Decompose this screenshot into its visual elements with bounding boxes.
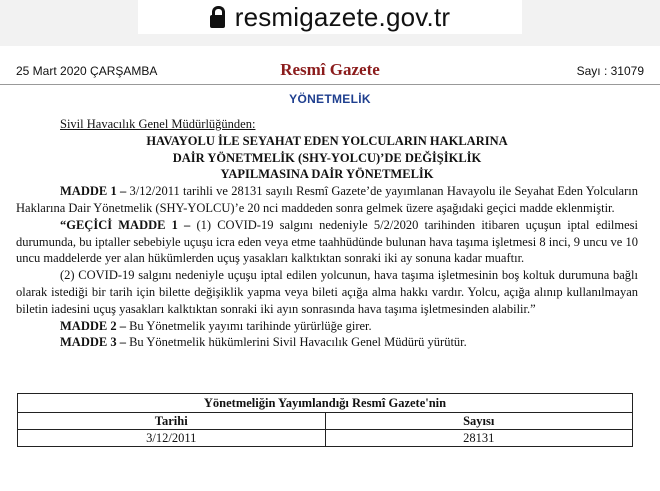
provisional-article-paragraph-2: (2) COVID-19 salgını nedeniyle uçuşu iptal edilen yolcunun, hava taşıma işletmesinin boş koltuk durumuna bağlı olarak istediği bir tarih için bilette değişiklik yapma veya bileti açığa alma hakkı vardır. Yolcu, açığa alınıp kullanılmayan biletin iadesini uçuş yasakları kalktıktan sonraki iki ayın sonrasında hava taşıma işletmesinden alabilir.” xyxy=(16,268,638,316)
article-2 xyxy=(16,318,638,335)
article-3 xyxy=(16,334,638,351)
table-title: Yönetmeliğin Yayımlandığı Resmî Gazete'nin xyxy=(18,394,632,413)
gazette-masthead xyxy=(0,58,660,84)
regulation-body xyxy=(16,116,638,351)
provisional-article-label: “GEÇİCİ MADDE 1 – xyxy=(60,217,191,232)
publication-info-table xyxy=(17,393,633,447)
gazette-title: Resmî Gazete xyxy=(280,60,380,79)
issuer-line: Sivil Havacılık Genel Müdürlüğünden: xyxy=(60,117,256,131)
article-1-text: 3/12/2011 tarihli ve 28131 sayılı Resmî Gazete’de yayımlanan Havayolu ile Seyahat Eden Yolcuların Haklarına Dair Yönetmelik (SHY-YOLCU)’e 20 nci maddeden sonra gelmek üzere aşağıdaki geçici madde eklenmiştir. xyxy=(16,184,638,215)
article-2-text: Bu Yönetmelik yayımı tarihinde yürürlüğe girer. xyxy=(125,318,372,333)
provisional-article-text: (1) COVID-19 salgını nedeniyle 5/2/2020 tarihinden itibaren uçuşun iptal edilmesi durumunda, bu iptaller sebebiyle uçuşu icra eden veya etme taahhüdünde bulunan hava taşıma işletmesi 8 inci, 9 uncu ve 10 uncu maddelerde yer alan hükümlerden uçuş yasakları kalktıktan sonraki iki ay sonuna kadar muaftır. xyxy=(16,217,638,266)
table-header-row xyxy=(18,413,632,430)
lock-icon xyxy=(210,6,225,28)
issue-number: Sayı : 31079 xyxy=(576,64,644,78)
article-3-text: Bu Yönetmelik hükümlerini Sivil Havacılık Genel Müdürü yürütür. xyxy=(125,335,467,350)
regulation-title-line-3: YAPILMASINA DAİR YÖNETMELİK xyxy=(220,167,434,182)
column-header-number: Sayısı xyxy=(325,413,633,430)
masthead-divider xyxy=(0,84,660,85)
article-2-label: MADDE 2 – xyxy=(60,318,126,333)
regulation-title-line-2: DAİR YÖNETMELİK (SHY-YOLCU)’DE DEĞİŞİKLİK xyxy=(172,150,482,165)
cell-number: 28131 xyxy=(325,430,633,446)
article-3-label: MADDE 3 – xyxy=(60,335,126,350)
provisional-article-1 xyxy=(16,217,638,267)
article-1-label: MADDE 1 – xyxy=(60,184,127,199)
browser-address-bar xyxy=(0,0,660,46)
cell-date: 3/12/2011 xyxy=(146,431,197,445)
url-field[interactable] xyxy=(138,0,522,34)
section-heading: YÖNETMELİK xyxy=(289,92,371,106)
url-text: resmigazete.gov.tr xyxy=(234,1,451,32)
table-row xyxy=(18,430,632,446)
publication-date: 25 Mart 2020 ÇARŞAMBA xyxy=(16,64,158,78)
column-header-date: Tarihi xyxy=(18,413,325,430)
regulation-title-line-1: HAVAYOLU İLE SEYAHAT EDEN YOLCULARIN HAKLARINA xyxy=(146,133,508,148)
article-1 xyxy=(16,183,638,217)
